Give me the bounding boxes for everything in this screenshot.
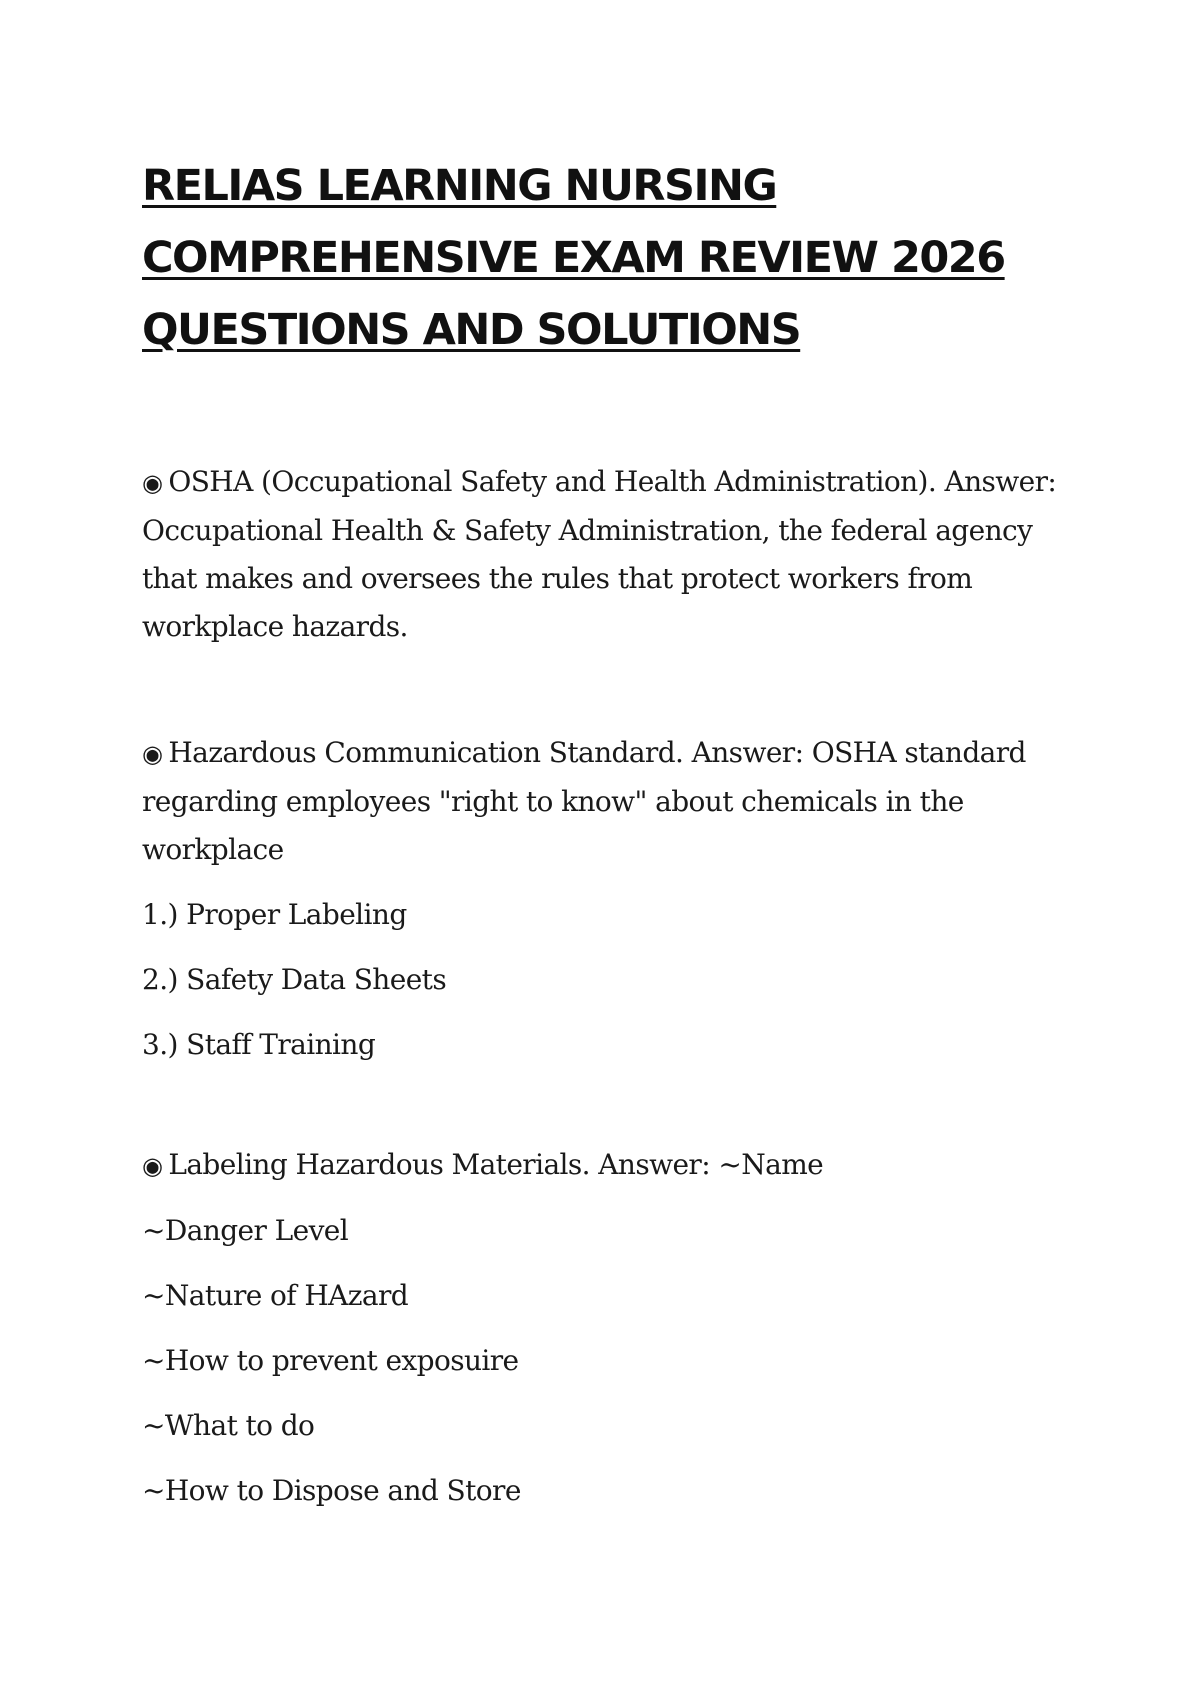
list-item: ~Danger Level	[142, 1214, 349, 1247]
list-item: 3.) Staff Training	[142, 1028, 376, 1061]
list-item: ~What to do	[142, 1409, 315, 1442]
qa-entry	[142, 1141, 1072, 1515]
radio-bullet-icon: ◉	[142, 469, 163, 497]
qa-entry	[142, 458, 1072, 651]
radio-bullet-icon: ◉	[142, 1152, 163, 1180]
list-item: ~How to Dispose and Store	[142, 1474, 521, 1507]
list-item: 2.) Safety Data Sheets	[142, 963, 447, 996]
list-item: 1.) Proper Labeling	[142, 898, 407, 931]
qa-question	[142, 1141, 1072, 1190]
qa-text: Labeling Hazardous Materials. Answer: ~Name	[168, 1148, 824, 1181]
list-item: ~Nature of HAzard	[142, 1279, 409, 1312]
qa-question	[142, 458, 1072, 651]
document-page	[142, 150, 1072, 1515]
qa-text: OSHA (Occupational Safety and Health Administration). Answer: Occupational Health & Safety Administration, the federal agency that makes and oversees the rules that protect workers from workplace hazards.	[142, 465, 1057, 643]
radio-bullet-icon: ◉	[142, 740, 163, 768]
document-title: RELIAS LEARNING NURSING COMPREHENSIVE EXAM REVIEW 2026 QUESTIONS AND SOLUTIONS	[142, 161, 1005, 355]
list-item: ~How to prevent exposuire	[142, 1344, 519, 1377]
qa-text: Hazardous Communication Standard. Answer: OSHA standard regarding employees "right to know" about chemicals in the workplace	[142, 736, 1026, 866]
qa-entry	[142, 729, 1072, 1069]
qa-question	[142, 729, 1072, 874]
